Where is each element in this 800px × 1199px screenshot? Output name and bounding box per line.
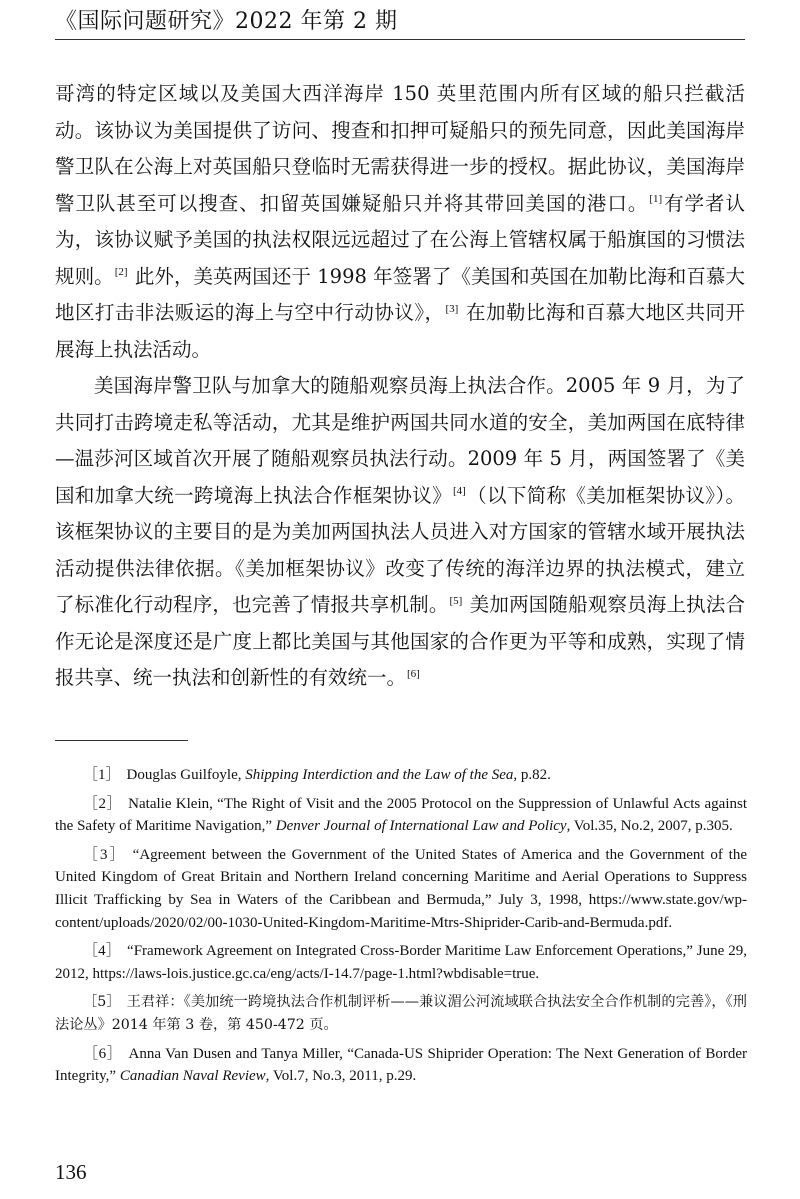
footnote-text: 王君祥：《美加统一跨境执法合作机制评析——兼议湄公河流域联合执法安全合作机制的完善》，《刑法论丛》2014 年第 3 卷，第 450-472 页。 <box>55 994 747 1033</box>
footnotes <box>55 764 747 1094</box>
footnote-ref[interactable]: [1] <box>649 193 663 205</box>
body-text-segment: 在加勒比海和百慕大地区共同开展海上执法活动。 <box>55 301 745 361</box>
footnote-item <box>55 1043 747 1088</box>
footnote-item <box>55 793 747 838</box>
body-text-segment: 有学者认为，该协议赋予美国的执法权限远远超过了在公海上管辖权属于船旗国的习惯法规则。 <box>55 191 745 288</box>
footnote-number: ［4］ <box>83 943 122 960</box>
footnote-text: “Framework Agreement on Integrated Cross-Border Maritime Law Enforcement Operations,” June 29, 2012, https://laws-lois.justice.gc.ca/eng/acts/I-14.7/page-1.html?wbdisable=true. <box>55 943 747 982</box>
footnote-number: ［6］ <box>83 1045 123 1062</box>
body-text-segment: 哥湾的特定区域以及美国大西洋海岸 150 英里范围内所有区域的船只拦截活动。该协议为美国提供了访问、搜查和扣押可疑船只的预先同意，因此美国海岸警卫队在公海上对英国船只登临时无需获得进一步的授权。据此协议，美国海岸警卫队甚至可以搜查、扣留英国嫌疑船只并将其带回美国的港口。 <box>55 82 745 215</box>
footnote-ref[interactable]: [5] <box>449 594 463 607</box>
body-text-segment: 美加两国随船观察员海上执法合作无论是深度还是广度上都比美国与其他国家的合作更为平等和成熟，实现了情报共享、统一执法和创新性的有效统一。 <box>55 593 745 689</box>
body-text-segment: 此外，美英两国还于 1998 年签署了《美国和英国在加勒比海和百慕大地区打击非法贩运的海上与空中行动协议》， <box>55 264 745 324</box>
page-number: 136 <box>55 1160 87 1184</box>
footnote-ref[interactable]: [4] <box>452 485 466 497</box>
footnote-text: , Vol.35, No.2, 2007, p.305. <box>566 818 733 835</box>
footnote-text: Natalie Klein, “The Right of Visit and the 2005 Protocol on the Suppression of Unlawful Acts against the Safety of Maritime Navigation,” <box>55 795 747 835</box>
running-header <box>55 8 745 36</box>
footnote-text: Douglas Guilfoyle, <box>126 767 246 783</box>
footnote-text: “Agreement between the Government of the United States of America and the Government of the United Kingdom of Great Britain and Northern Ireland concerning Maritime and Aerial Operations to Suppress Illicit Trafficking by Sea in Waters of the Caribbean and Bermuda,” July 3, 1998, https://www.state.gov/wp-content/uploads/2020/02/00-1030-United-Kingdom-Maritime-Mtrs-Shiprider-Carib-and-Bermuda.pdf. <box>55 846 747 931</box>
footnote-item <box>55 844 747 934</box>
footnote-text: Anna Van Dusen and Tanya Miller, “Canada-US Shiprider Operation: The Next Generation of Border Integrity,” <box>55 1045 747 1085</box>
journal-title: 《国际问题研究》 <box>55 9 236 34</box>
footnote-separator <box>55 740 188 741</box>
body-text-segment: 美国海岸警卫队与加拿大的随船观察员海上执法合作。2005 年 9 月，为了共同打击跨境走私等活动，尤其是维护两国共同水道的安全，美加两国在底特律—温莎河区域首次开展了随船观察员执法行动。2009 年 5 月，两国签署了《美国和加拿大统一跨境海上执法合作框架协议》 <box>55 374 745 507</box>
body-text <box>55 76 745 697</box>
footnote-text: , Vol.7, No.3, 2011, p.29. <box>265 1068 417 1085</box>
footnote-number: ［1］ <box>83 767 121 783</box>
body-paragraph <box>55 76 745 368</box>
footnote-number: ［3］ <box>83 846 127 863</box>
footnote-italic-title: Shipping Interdiction and the Law of the Sea <box>245 767 514 783</box>
footnote-item <box>55 991 747 1036</box>
footnote-italic-title: Canadian Naval Review <box>119 1068 266 1085</box>
header-rule <box>55 39 745 40</box>
footnote-text: , p.82. <box>513 767 551 783</box>
footnote-italic-title: Denver Journal of International Law and Policy <box>275 818 567 835</box>
footnote-item <box>55 940 747 985</box>
footnote-number: ［2］ <box>83 795 123 812</box>
body-paragraph <box>55 368 745 697</box>
footnote-ref[interactable]: [3] <box>445 302 459 315</box>
footnote-ref[interactable]: [2] <box>114 266 128 278</box>
footnote-number: ［5］ <box>83 994 121 1011</box>
issue-info: 2022 年第 2 期 <box>235 9 398 34</box>
body-text-segment: （以下简称《美加框架协议》）。该框架协议的主要目的是为美加两国执法人员进入对方国家的管辖水域开展执法活动提供法律依据。《美加框架协议》改变了传统的海洋边界的执法模式，建立了标准化行动程序，也完善了情报共享机制。 <box>55 483 745 616</box>
footnote-ref[interactable]: [6] <box>407 667 420 680</box>
footnote-item <box>55 764 747 787</box>
